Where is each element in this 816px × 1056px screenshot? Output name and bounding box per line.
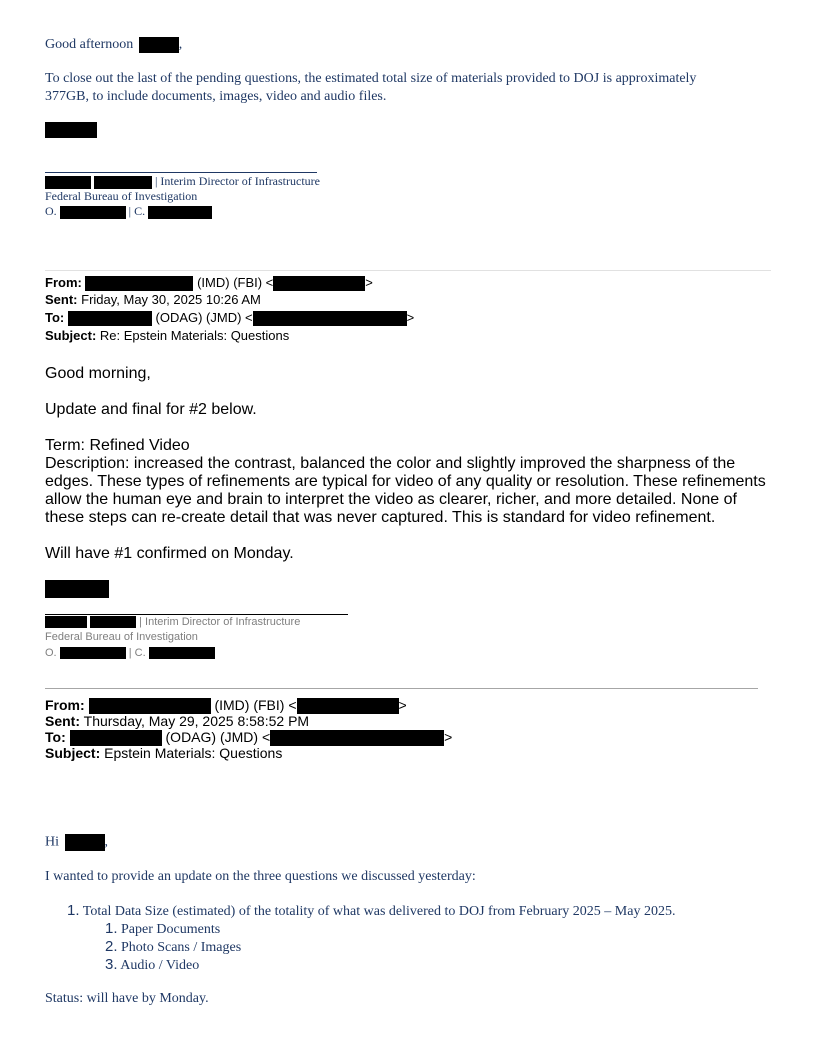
redacted-office-phone [60, 206, 126, 219]
reply-update: Update and final for #2 below. [45, 401, 257, 418]
subject-value: Epstein Materials: Questions [104, 745, 283, 761]
signature-phone-line [45, 647, 215, 659]
reply-sent-line [45, 292, 261, 307]
sent-label: Sent: [45, 713, 80, 729]
greeting-trail: , [178, 37, 183, 53]
redacted-sender-email [273, 276, 365, 291]
redacted-sender-email [297, 698, 399, 714]
office-prefix: O. [45, 204, 57, 218]
to-end: > [406, 310, 415, 325]
redacted-recipient-name [70, 730, 162, 746]
signature-org: Federal Bureau of Investigation [45, 631, 198, 643]
redacted-signoff [45, 580, 109, 598]
original-to-line [45, 729, 452, 746]
list-item-text: Total Data Size (estimated) of the totality of what was delivered to DOJ from February 2025 – May 2025. [82, 904, 676, 919]
sub-list-item [105, 938, 241, 956]
redacted-first-name [45, 616, 87, 628]
sub-list-item-number: 2. [105, 938, 118, 955]
redacted-name [65, 834, 105, 851]
sub-list-item-number: 3. [105, 956, 118, 973]
to-suffix: (ODAG) (JMD) < [155, 310, 253, 325]
body-line-2: 377GB, to include documents, images, video and audio files. [45, 89, 387, 104]
signature-title-line [45, 174, 320, 189]
greeting-text: Good afternoon [45, 37, 134, 53]
greeting-text: Hi [45, 834, 59, 850]
from-label: From: [45, 275, 82, 290]
signature-title: | Interim Director of Infrastructure [155, 174, 320, 188]
reply-from-line [45, 275, 373, 291]
list-item-number: 1. [67, 902, 80, 919]
reply-greeting: Good morning, [45, 365, 151, 382]
reply-description-3: allow the human eye and brain to interpret the video as clearer, richer, and more detailed. None of [45, 491, 737, 508]
sub-list-item-number: 1. [105, 920, 118, 937]
original-subject-line [45, 745, 282, 761]
redacted-last-name [90, 616, 136, 628]
sent-value: Friday, May 30, 2025 10:26 AM [81, 292, 261, 307]
message-separator [45, 688, 758, 689]
signature-title-line [45, 616, 300, 628]
body-line-1: To close out the last of the pending questions, the estimated total size of materials provided to DOJ is approximately [45, 71, 697, 86]
sent-label: Sent: [45, 292, 78, 307]
signature-org: Federal Bureau of Investigation [45, 189, 198, 203]
cell-prefix: | C. [128, 204, 146, 218]
redacted-cell-phone [149, 647, 215, 659]
sent-value: Thursday, May 29, 2025 8:58:52 PM [83, 713, 310, 729]
to-label: To: [45, 310, 65, 325]
original-status: Status: will have by Monday. [45, 991, 209, 1006]
sub-list-item-text: Paper Documents [121, 922, 221, 937]
greeting-trail: , [104, 834, 108, 850]
from-suffix: (IMD) (FBI) < [214, 697, 297, 713]
redacted-name [139, 37, 179, 53]
reply-subject-line [45, 328, 289, 343]
redacted-recipient-name [68, 311, 152, 326]
reply-closing: Will have #1 confirmed on Monday. [45, 545, 294, 562]
message-separator [45, 270, 771, 271]
reply-description-2: edges. These types of refinements are typical for video of any quality or resolution. These refinements [45, 473, 766, 490]
list-item [67, 902, 675, 920]
from-suffix: (IMD) (FBI) < [197, 275, 274, 290]
sub-list-item [105, 956, 199, 974]
sub-list-item-text: Photo Scans / Images [121, 940, 242, 955]
original-intro: I wanted to provide an update on the three questions we discussed yesterday: [45, 869, 476, 884]
from-label: From: [45, 697, 85, 713]
signature-divider [45, 172, 317, 173]
redacted-last-name [94, 176, 152, 189]
original-sent-line [45, 713, 309, 729]
redacted-cell-phone [148, 206, 212, 219]
original-greeting-line [45, 834, 108, 851]
cell-prefix: | C. [128, 647, 146, 659]
signature-divider [45, 614, 348, 615]
redacted-sender-name [85, 276, 193, 291]
reply-to-line [45, 310, 414, 326]
signature-title: | Interim Director of Infrastructure [139, 616, 301, 628]
reply-description-1: Description: increased the contrast, balanced the color and slightly improved the sharpness of the [45, 455, 736, 472]
from-end: > [398, 697, 407, 713]
redacted-sender-name [89, 698, 211, 714]
redacted-recipient-email [253, 311, 407, 326]
greeting-line [45, 37, 182, 53]
from-end: > [365, 275, 373, 290]
redacted-first-name [45, 176, 91, 189]
office-prefix: O. [45, 647, 57, 659]
to-label: To: [45, 729, 66, 745]
sub-list-item [105, 920, 220, 938]
redacted-office-phone [60, 647, 126, 659]
reply-term: Term: Refined Video [45, 437, 190, 454]
original-from-line [45, 697, 407, 714]
to-end: > [444, 729, 453, 745]
subject-label: Subject: [45, 745, 101, 761]
redacted-signoff [45, 122, 97, 138]
to-suffix: (ODAG) (JMD) < [165, 729, 271, 745]
reply-description-4: these steps can re-create detail that was never captured. This is standard for video refinement. [45, 509, 716, 526]
subject-value: Re: Epstein Materials: Questions [99, 328, 290, 343]
signature-phone-line [45, 204, 212, 219]
subject-label: Subject: [45, 328, 97, 343]
redacted-recipient-email [270, 730, 444, 746]
sub-list-item-text: Audio / Video [120, 958, 200, 973]
